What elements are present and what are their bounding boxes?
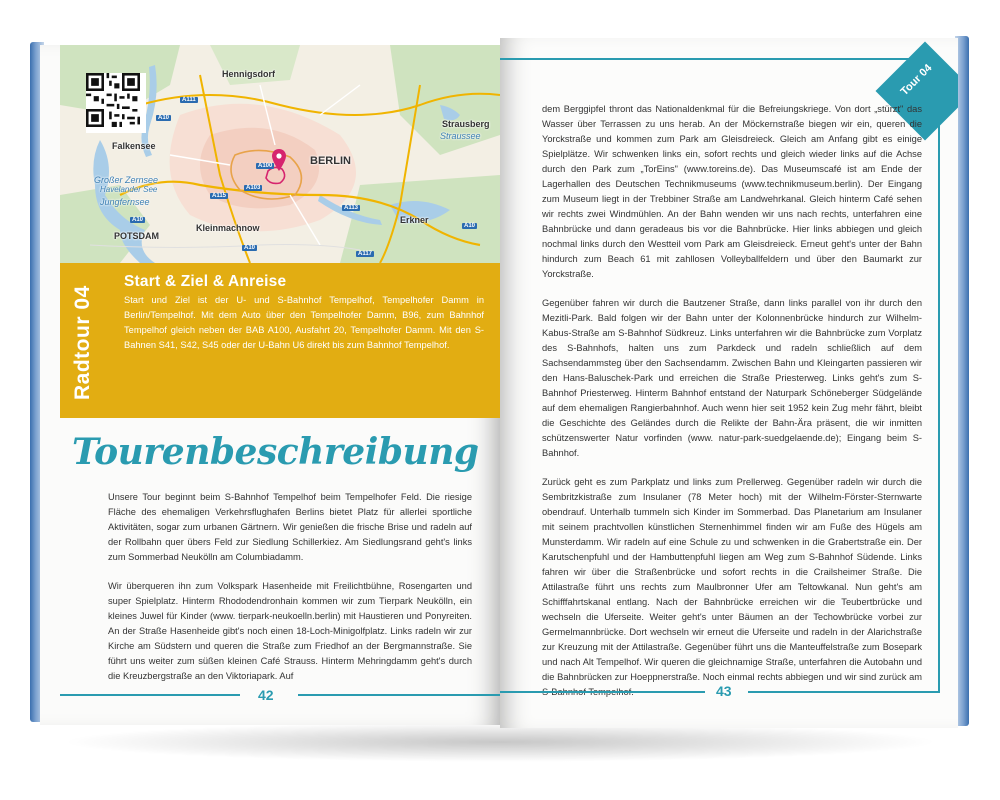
road-a117: A117 [358,251,373,257]
map-label-berlin: BERLIN [310,155,351,167]
tour-vertical-text [71,270,95,400]
map-label-potsdam: POTSDAM [114,231,159,241]
info-text: Start und Ziel ist der U- und S-Bahnhof Tempelhof, Tempelhofer Damm in Berlin/Tempelhof. Mit dem Auto über den Tempelhofer Damm, B96, zum Bahnhof Tempelhof gleich neben der BAB A100, Ausfahrt 20, Tempelhofer Damm. Mit den S-Bahnen S41, S42, S45 oder der U-Bahn U6 direkt bis zum Bahnhof Tempelhof. [124,295,484,350]
tour-number: 04 [71,285,94,310]
map-label-jungfernsee: Jungfernsee [100,197,150,207]
tour-category: Radtour [71,316,94,400]
road-a113: A113 [344,205,359,211]
right-page [500,38,958,728]
road-a10-north: A10 [158,115,170,121]
left-page [40,45,500,725]
road-a103: A103 [246,185,261,191]
right-paragraph: Gegenüber fahren wir durch die Bautzener Straße, dann links parallel von ihr durch den Mezitli-Park. Bald folgen wir der Bahn unter der Kolonnenbrücke hindurch zur Wilhelm-Kabus-Straße am S-Bahnhof Südkreuz. Links unterfahren wir die Bahnbrücke zum Vorplatz des S-Bahnhofs, halten uns zum Parkdeck und radeln schließlich auf dem Sachsendammsteg über den Sachsendamm. Zwischen Bahn und Kleingarten passieren wir den Hans-Baluschek-Park und erreichen die Straße Priesterweg. Links geht's zum S-Bahnhof Priesterweg. Hinterm Bahnhof entstand der Naturpark Schöneberger Südgelände auf dem ehemaligen Rangierbahnhof. Auch wenn hier seit 1952 kein Zug mehr fährt, bleibt die Geschichte des Geländes durch die Relikte der Bahn-Ära präsent, die wir inmitten schützenswerter Natur vorfinden (www. natur-park-suedgelaende.de); Eingang beim S-Bahnhof. [542,298,922,458]
map-label-falkensee: Falkensee [112,141,156,151]
qr-code[interactable] [86,73,146,133]
map-label-hennigsdorf: Hennigsdorf [222,69,275,79]
map-label-grosser-zernsee: Großer Zernsee [94,175,159,185]
left-paragraph: Wir überqueren ihn zum Volkspark Hasenheide mit Freilichtbühne, Rosengarten und super Spielplatz. Hinterm Rhododendronhain kommen wir zum Tierpark Neukölln, ein kleines Juwel für Kinder (www. tierpark-neukoelln.berlin) mit Haustieren und Ponyreiten. An der Straße Hasenheide gibt's noch einen 18-Loch-Minigolfplatz. Links radeln wir zur Kirche am Südstern und queren die Straße zum Friedhof an der Bergmannstraße. Sie führt uns weiter zum süßen kleinen Café Strauss. Hinterm Mehringdamm geht's durch die Kreuzbergstraße an den Viktoriapark. Auf [108,581,472,681]
road-a100: A100 [258,163,273,169]
map-label-straussee: Straussee [440,131,481,141]
right-paragraph: Zurück geht es zum Parkplatz und links zum Prellerweg. Gegenüber radeln wir durch die Sembritzkistraße zum Insulaner (78 Meter hoch) mit der Wilhelm-Förster-Sternwarte obendrauf. Unterhalb tummeln sich Kinder im Sommerbad. Das Planetarium am Insulaner mit seinem prachtvollen künstlichen Sternenhimmel finden wir am Fuße des Hügels am Munsterdamm. Wir radeln auf eine Schule zu und schwenken in die Grabertstraße ein. Der Karutschenpfuhl und der Hambuttenpfuhl liegen am Weg zum S-Bahnhof Südende. Links fahren wir über die Straßenbrücke und sofort rechts in die Crailsheimer Straße. Die Attilastraße führt uns rechts zum Maulbronner Ufer am Teltowkanal. Nun geht's am Schifffahrtskanal entlang. Nach der Bahnbrücke erreichen wir die Teubertbrücke und wechseln die Uferseite. Weiter geht's unter Bäumen an der Techowbrücke vorbei zur Germelmannbrücke. Dort wechseln wir erneut die Uferseite und radeln in der Alarichstraße zur Kreuzung mit der Attilastraße. Gegenüber führt uns die Manteuffelstraße zum Bosepark und nach Alt Tempelhof. Wir queren die gleichnamige Straße, unterfahren die Autobahn und die Bahnbrücken zur Hoeppnerstraße. Noch einmal rechts abbiegen und wir sind zurück am [542,477,922,682]
left-body-text [108,490,472,698]
right-frame-top [500,58,910,60]
info-title: Start & Ziel & Anreise [124,273,287,290]
right-frame-side [938,98,940,693]
footer-rule-right [500,691,705,693]
section-title: Tourenbeschreibung [72,431,479,473]
left-paragraph: Unsere Tour beginnt beim S-Bahnhof Tempelhof beim Tempelhofer Feld. Die riesige Fläche des ehemaligen Verkehrsflughafen Berlins bietet Platz für allerlei sportliche Aktivitäten, sogar zum urbanen Gärtnern. Wir genießen die frische Brise und radeln auf der Rollbahn quer übers Feld zur Siedlung Schillerkiez. Am Siedlungsrand geht's links zum Sommerbad Neukölln am Columbiadamm. [108,492,472,562]
footer-rule-left [60,694,240,696]
road-a10-west: A10 [132,217,144,223]
tour-badge-label: Tour 04 [898,61,935,99]
road-a111: A111 [182,97,196,103]
right-paragraph: dem Berggipfel thront das Nationaldenkmal für die Befreiungskriege. Von dort „stürzt" das Wasser über Terrassen zu uns herab. An der Möckernstraße biegen wir ein, queren die Yorckstraße und kommen zum Park am Gleisdreieck. Gleich am Anfang gibt es einige Spielplätze. Wir schwenken links ein, sofort rechts und gleich wieder links auf die Achse durch den Park zum „TorEins" (www.toreins.de). Das Museumscafé ist am Ende der Lagerhallen des Deutschen Technikmuseums (www.technikmuseum.berlin). Der Eingang zum Museum liegt in der Trebbiner Straße am Landwehrkanal. Gleich hinterm Café sehen wir rechts zwei Windmühlen. An der Bahn wenden wir uns nach rechts, unterfahren eine Bahnbrücke und dann geradeaus bis vor die Bahnbrücke. Hier links abbiegen und gleich nochmal links durch den Westteil vom Park am Gleisdreieck. Erneut geht's unter der Bahn hindurch zum Beach 61 mit zahllosen Volleyballfeldern und über den Baumarkt zur Yorckstraße. [542,104,922,279]
map-label-havelander-see: Havelander See [100,185,158,194]
road-a115: A115 [212,193,227,199]
footer-rule-right-2 [748,691,938,693]
qr-pattern [86,73,140,127]
road-a10-east: A10 [464,223,476,229]
tour-vertical-label [60,263,106,418]
route-map [60,45,500,263]
road-a10-south: A10 [244,245,256,251]
map-label-strausberg: Strausberg [442,119,490,129]
start-info-box [60,263,500,418]
page-number-left: 42 [258,687,274,703]
map-label-erkner: Erkner [400,215,429,225]
book-shadow [60,722,940,762]
start-pin-icon [272,149,286,171]
footer-rule-left-2 [298,694,500,696]
right-body-text [542,102,922,714]
map-label-kleinmachnow: Kleinmachnow [196,223,260,233]
page-number-right: 43 [716,683,732,699]
